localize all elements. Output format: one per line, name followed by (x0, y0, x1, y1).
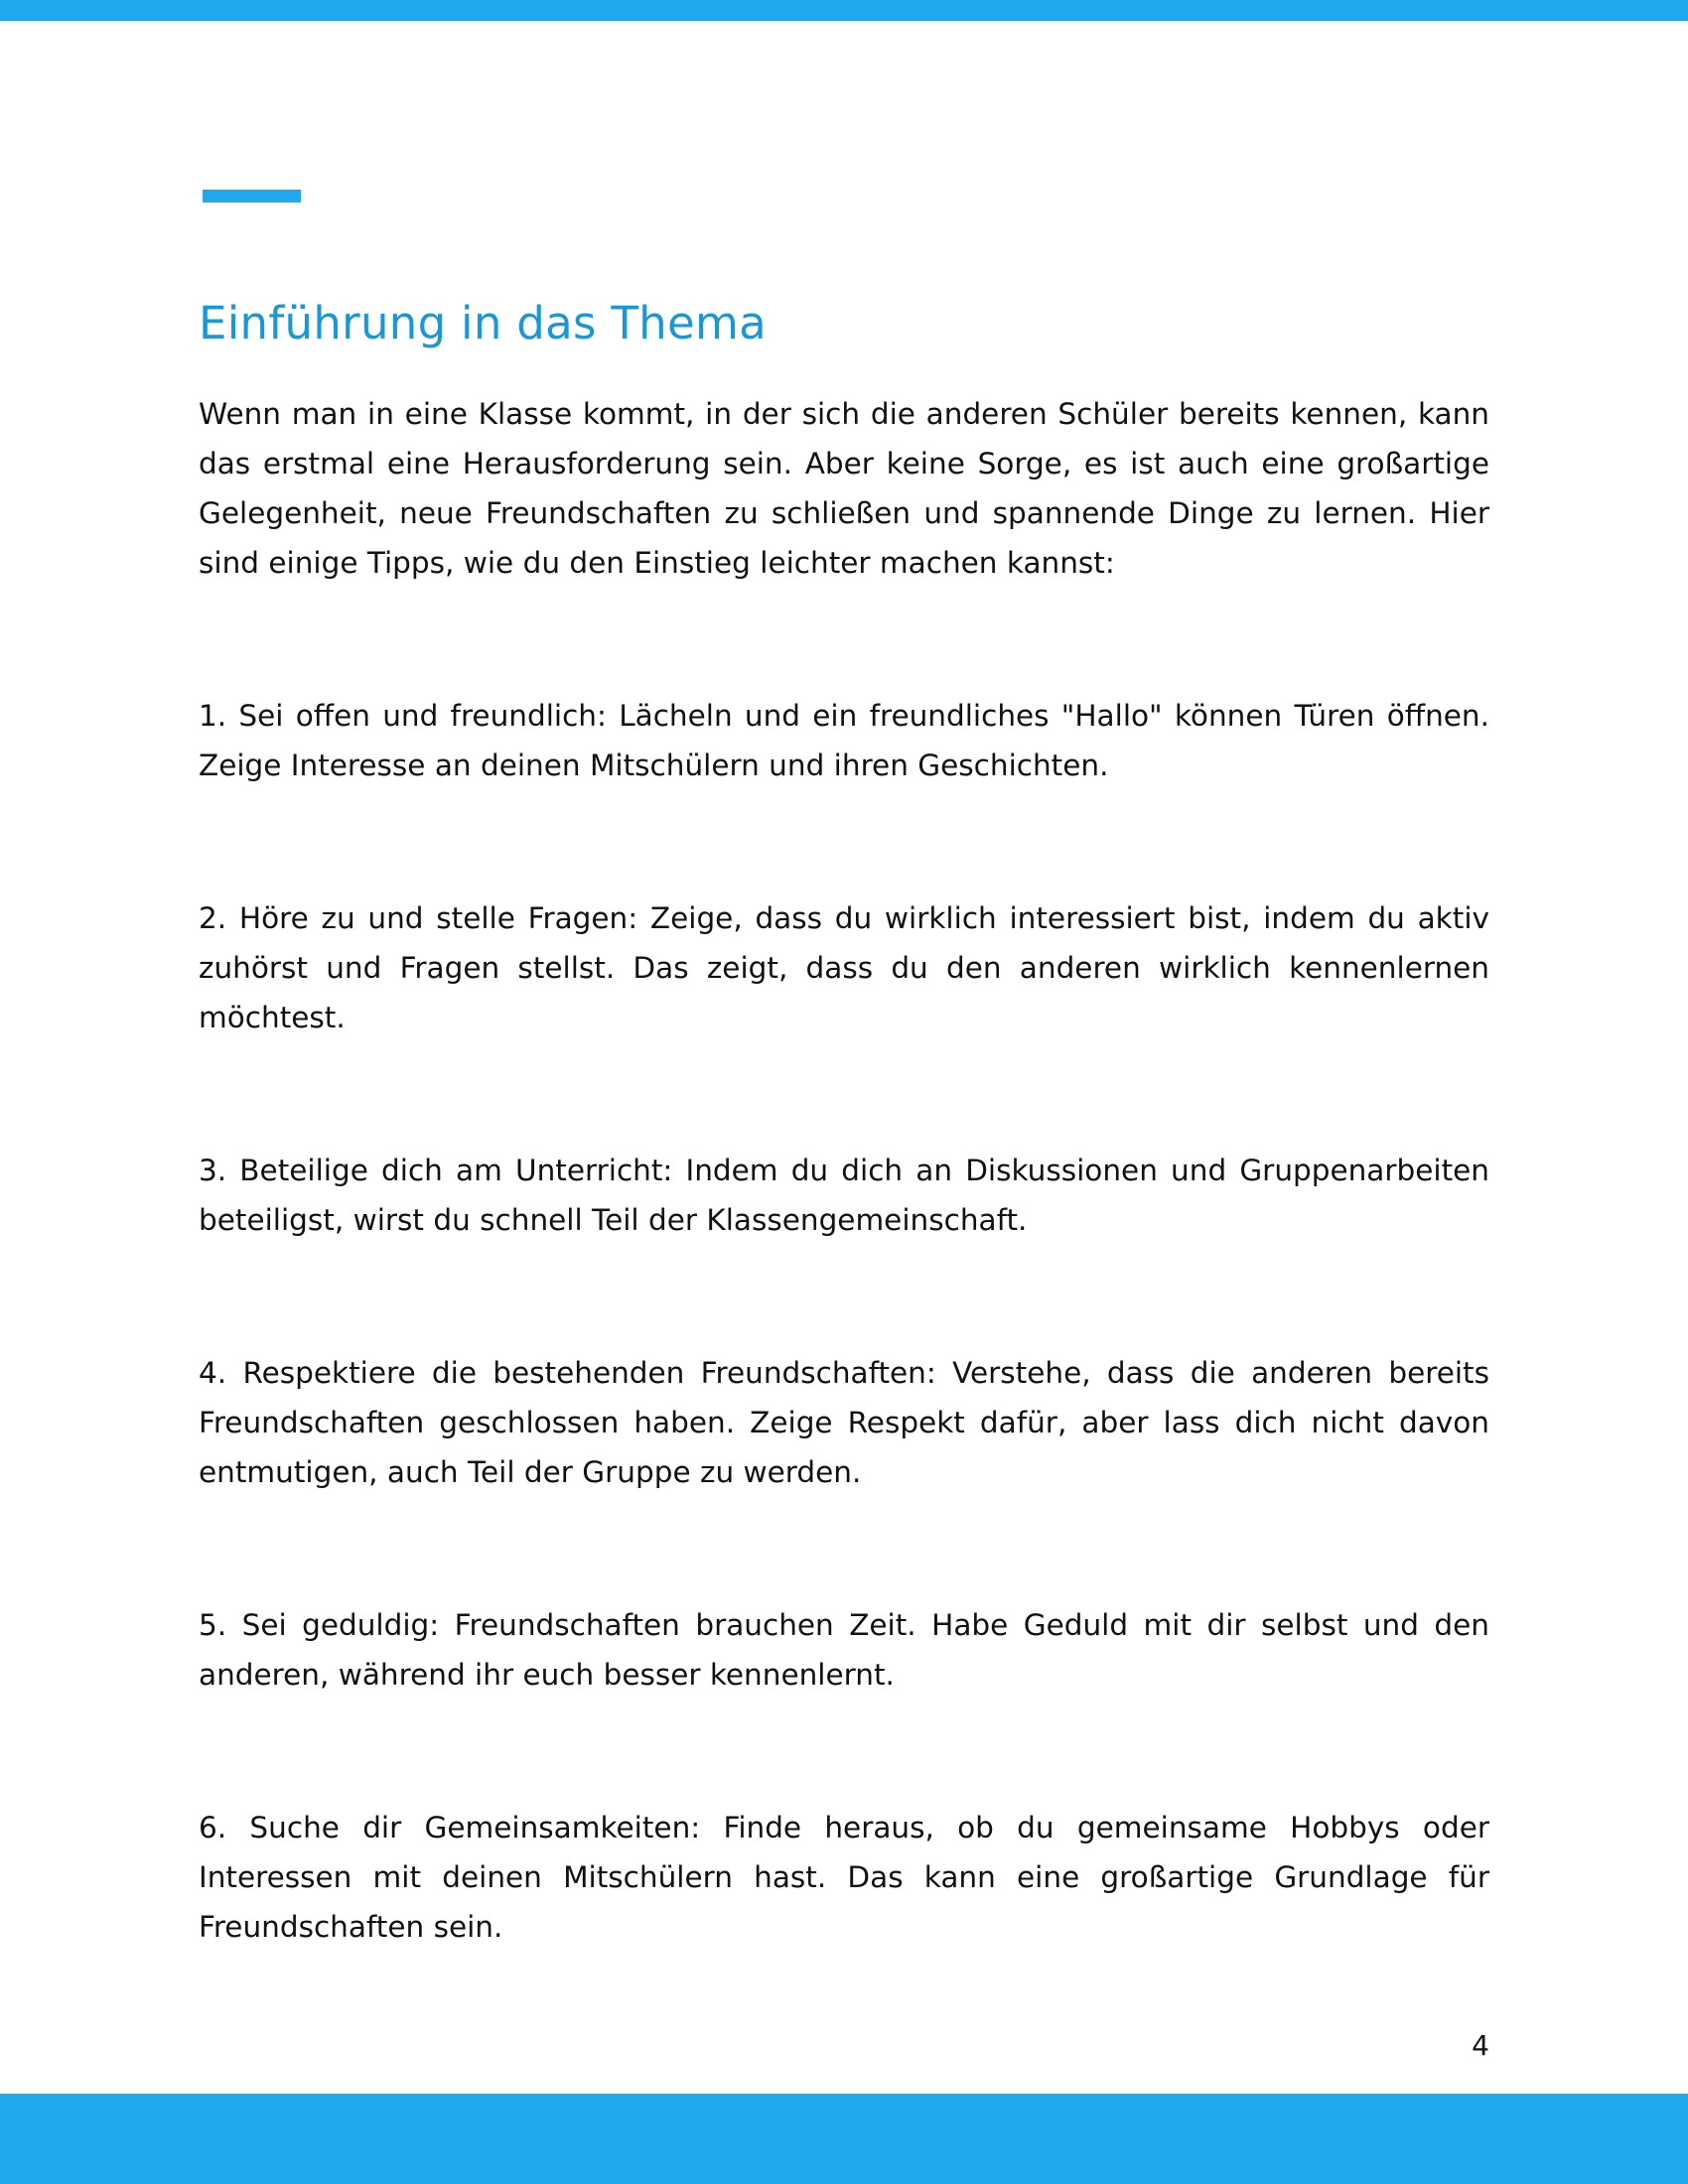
document-content (199, 294, 1489, 1952)
top-accent-bar (0, 0, 1688, 21)
heading-accent-line (203, 190, 301, 203)
tip-item-5: 5. Sei geduldig: Freundschaften brauchen Zeit. Habe Geduld mit dir selbst und den anderen, während ihr euch besser kennenlernt. (199, 1608, 1489, 1692)
tips-list (199, 691, 1489, 1952)
tip-item-1: 1. Sei offen und freundlich: Lächeln und ein freundliches "Hallo" können Türen öffnen. Zeige Interesse an deinen Mitschülern und ihren Geschichten. (199, 699, 1489, 782)
page-title: Einführung in das Thema (199, 297, 767, 349)
bottom-accent-bar (0, 2094, 1688, 2184)
tip-item-4: 4. Respektiere die bestehenden Freundschaften: Verstehe, dass die anderen bereits Freundschaften geschlossen haben. Zeige Respekt dafür, aber lass dich nicht davon entmutigen, auch Teil der Gruppe zu werden. (199, 1356, 1489, 1489)
intro-paragraph: Wenn man in eine Klasse kommt, in der sich die anderen Schüler bereits kennen, kann das erstmal eine Herausforderung sein. Aber keine Sorge, es ist auch eine großartige Gelegenheit, neue Freundschaften zu schließen und spannende Dinge zu lernen. Hier sind einige Tipps, wie du den Einstieg leichter machen kannst: (199, 397, 1489, 580)
tip-item-6: 6. Suche dir Gemeinsamkeiten: Finde heraus, ob du gemeinsame Hobbys oder Interessen mit deinen Mitschülern hast. Das kann eine großartige Grundlage für Freundschaften sein. (199, 1811, 1489, 1944)
tip-item-2: 2. Höre zu und stelle Fragen: Zeige, dass du wirklich interessiert bist, indem du aktiv zuhörst und Fragen stellst. Das zeigt, dass du den anderen wirklich kennenlernen möchtest. (199, 901, 1489, 1034)
tip-item-3: 3. Beteilige dich am Unterricht: Indem du dich an Diskussionen und Gruppenarbeiten beteiligst, wirst du schnell Teil der Klassengemeinschaft. (199, 1154, 1489, 1237)
page-number: 4 (1472, 2029, 1489, 2062)
